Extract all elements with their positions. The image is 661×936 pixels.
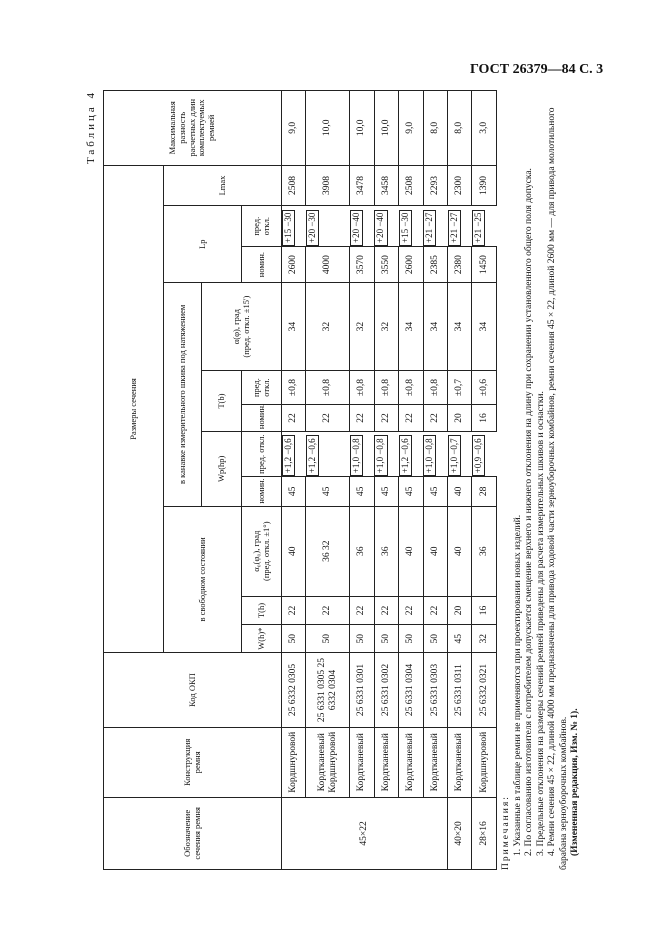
cell-diff: 10,0 — [350, 91, 374, 166]
cell-alpha: 40 — [448, 506, 472, 596]
alpha-free-tol-label: (пред. откл. ±1°) — [260, 521, 271, 581]
cell-w: 32 — [472, 625, 497, 653]
col-w-h: W(h)* — [242, 625, 282, 653]
cell-lp-nom: 2385 — [423, 247, 447, 283]
col-t-h: T(h) — [242, 596, 282, 624]
notes-heading: Примечания: — [501, 795, 511, 870]
cell-t: 22 — [423, 596, 447, 624]
cell-t-tol: ±0,8 — [423, 371, 447, 405]
cell-okp: 25 6332 0305 — [282, 653, 306, 727]
cell-lmax: 3458 — [374, 165, 398, 206]
cell-alpha: 36 — [374, 506, 398, 596]
cell-wp-tol: +1,0 −0,8 — [374, 435, 387, 476]
cell-diff: 10,0 — [374, 91, 398, 166]
cell-alpha-g: 32 — [306, 283, 350, 371]
cell-wp-tol: +1,0 −0,8 — [423, 435, 436, 476]
cell-t-tol: ±0,8 — [350, 371, 374, 405]
cell-alpha: 36 — [472, 506, 497, 596]
cell-wp-tol: +1,2 −0,6 — [282, 435, 295, 476]
cell-diff: 10,0 — [306, 91, 350, 166]
cell-lmax: 1390 — [472, 165, 497, 206]
table-body — [282, 91, 497, 870]
cell-lmax: 2508 — [282, 165, 306, 206]
cell-t: 22 — [399, 596, 423, 624]
cell-alpha: 36 — [350, 506, 374, 596]
note-2: 2. По согласованию изготовителя с потребителем допускается смещение верхнего и нижнего отклонения на длину при сохранении установленного общего поля допуска. — [524, 168, 534, 856]
cell-lp-tol: +21 −27 — [423, 210, 436, 246]
cell-wp-nom: 45 — [282, 477, 306, 506]
col-lp: Lp — [164, 206, 242, 283]
table-row — [350, 91, 374, 870]
cell-alpha-g: 32 — [374, 283, 398, 371]
col-lp-nom: номин. — [242, 247, 282, 283]
col-wp-tol: пред. откл. — [242, 432, 282, 477]
rotated-table-block — [85, 90, 580, 870]
cell-construction: Кордтканевый — [350, 727, 374, 797]
cell-construction: Кордтканевый — [399, 727, 423, 797]
cell-alpha-g: 34 — [399, 283, 423, 371]
cell-lmax: 2508 — [399, 165, 423, 206]
cell-lp-tol: +20 −40 — [350, 210, 363, 246]
col-lp-tol: пред. откл. — [242, 206, 282, 247]
cell-t: 22 — [350, 596, 374, 624]
cell-lp-tol: +15 −30 — [282, 210, 295, 246]
cell-lp-nom: 4000 — [306, 247, 350, 283]
col-construction: Конструкция ремня — [104, 727, 282, 797]
cell-t-nom: 22 — [282, 405, 306, 432]
page-header: ГОСТ 26379—84 С. 3 — [470, 62, 604, 77]
cell-wp-tol: +1,2 −0,6 — [399, 435, 412, 476]
belt-sizes-table — [103, 90, 497, 870]
col-t-nom: номин. — [242, 405, 282, 432]
col-alpha-groove — [202, 283, 282, 371]
cell-okp: 25 6331 0301 — [350, 653, 374, 727]
col-in-groove: в канавке измерительного шкива под натяжением — [164, 283, 202, 506]
note-1: 1. Указанные в таблице ремни не применяются при проектировании новых изделий. — [512, 514, 523, 856]
cell-wp-nom: 45 — [306, 477, 350, 506]
cell-okp: 25 6332 0321 — [472, 653, 497, 727]
cell-t-nom: 22 — [399, 405, 423, 432]
cell-alpha-g: 34 — [423, 283, 447, 371]
cell-construction: Кордтканевый — [374, 727, 398, 797]
cell-w: 50 — [350, 625, 374, 653]
cell-t: 20 — [448, 596, 472, 624]
alpha-groove-tol-label: (пред. откл. ±15') — [240, 295, 251, 358]
cell-lp-nom: 2600 — [282, 247, 306, 283]
notes — [501, 90, 582, 870]
col-max-diff: Максимальная разность расчетных длин комплектуемых ремней — [104, 91, 282, 166]
cell-alpha: 36 32 — [306, 506, 350, 596]
cell-okp: 25 6331 0302 — [374, 653, 398, 727]
cell-t-nom: 22 — [423, 405, 447, 432]
cell-w: 50 — [374, 625, 398, 653]
col-free-state: в свободном состоянии — [164, 506, 242, 653]
cell-construction: Кордшнуровой — [472, 727, 497, 797]
cell-okp: 25 6331 0304 — [399, 653, 423, 727]
cell-w: 45 — [448, 625, 472, 653]
cell-alpha: 40 — [282, 506, 306, 596]
table-row — [423, 91, 447, 870]
cell-lmax: 3478 — [350, 165, 374, 206]
table-caption: Таблица 4 — [85, 90, 97, 165]
col-wp-nom: номин. — [242, 477, 282, 506]
cell-wp-tol: +0,9 −0,6 — [472, 435, 485, 476]
cell-lp-nom: 2380 — [448, 247, 472, 283]
cell-w: 50 — [399, 625, 423, 653]
cell-t-nom: 22 — [374, 405, 398, 432]
cell-w: 50 — [306, 625, 350, 653]
cell-construction: Кордшнуровой — [282, 727, 306, 797]
cell-construction: Кордтканевый Кордшнуровой — [306, 727, 350, 797]
cell-lmax: 2300 — [448, 165, 472, 206]
cell-diff: 3,0 — [472, 91, 497, 166]
cell-lp-nom: 2600 — [399, 247, 423, 283]
cell-okp: 25 6331 0311 — [448, 653, 472, 727]
table-row — [399, 91, 423, 870]
cell-lp-tol: +21 −25 — [472, 210, 485, 246]
table-row — [448, 91, 472, 870]
cell-wp-nom: 45 — [374, 477, 398, 506]
cell-t: 16 — [472, 596, 497, 624]
cell-wp-tol: +1,0 −0,8 — [350, 435, 363, 476]
col-designation: Обозначение сечения ремня — [104, 797, 282, 869]
cell-wp-tol: +1,2 −0,6 — [306, 435, 319, 476]
cell-lp-tol: +21 −27 — [448, 210, 461, 246]
cell-lmax: 3908 — [306, 165, 350, 206]
col-okp: Код ОКП — [104, 653, 282, 727]
alpha-free-label: α₀(φ₀), град — [250, 530, 261, 572]
cell-t-tol: ±0,8 — [374, 371, 398, 405]
cell-lp-nom: 3570 — [350, 247, 374, 283]
note-3: 3. Предельные отклонения на размеры сечений ремней приведены для расчета измерительных шкивов и оснастки. — [535, 391, 546, 856]
cell-designation: 40×20 — [448, 797, 472, 869]
cell-t: 22 — [306, 596, 350, 624]
col-t-groove: T(b) — [202, 371, 242, 432]
table-row — [374, 91, 398, 870]
cell-lp-tol: +15 −30 — [399, 210, 412, 246]
cell-diff: 9,0 — [399, 91, 423, 166]
note-4: 4. Ремни сечения 45 × 22, длиной 4000 мм предназначены для привода ходовой части зерноуборочных комбайнов, ремни сечения 45 × 22, длиной 2600 мм — для привода молотильного барабана зерноуборочных комбайнов. — [547, 107, 569, 870]
table-row — [472, 91, 497, 870]
cell-t-tol: ±0,8 — [399, 371, 423, 405]
cell-designation: 28×16 — [472, 797, 497, 869]
cell-diff: 9,0 — [282, 91, 306, 166]
cell-t-tol: ±0,7 — [448, 371, 472, 405]
cell-wp-nom: 45 — [350, 477, 374, 506]
cell-alpha-g: 32 — [350, 283, 374, 371]
col-wp: Wp(hp) — [202, 432, 242, 506]
cell-alpha-g: 34 — [282, 283, 306, 371]
cell-construction: Кордтканевый — [448, 727, 472, 797]
cell-designation: 45×22 — [282, 797, 448, 869]
cell-lp-tol: +20 −40 — [374, 210, 387, 246]
cell-alpha: 40 — [399, 506, 423, 596]
cell-w: 50 — [423, 625, 447, 653]
cell-wp-nom: 40 — [448, 477, 472, 506]
cell-t-nom: 20 — [448, 405, 472, 432]
alpha-groove-label: α(φ), град — [230, 309, 241, 345]
cell-w: 50 — [282, 625, 306, 653]
cell-construction: Кордтканевый — [423, 727, 447, 797]
cell-t-nom: 22 — [306, 405, 350, 432]
cell-alpha-g: 34 — [472, 283, 497, 371]
cell-okp: 25 6331 0303 — [423, 653, 447, 727]
cell-wp-tol: +1,0 −0,7 — [448, 435, 461, 476]
edition-note: (Измененная редакция, Изм. № 1). — [570, 708, 580, 856]
cell-okp: 25 6331 0305 25 6332 0304 — [306, 653, 350, 727]
cell-wp-nom: 45 — [399, 477, 423, 506]
table-row — [282, 91, 306, 870]
col-alpha-free — [242, 506, 282, 596]
cell-t: 22 — [282, 596, 306, 624]
col-t-tol: пред. откл. — [242, 371, 282, 405]
col-section-sizes: Размеры сечения — [104, 165, 164, 653]
cell-diff: 8,0 — [448, 91, 472, 166]
cell-t-tol: ±0,8 — [306, 371, 350, 405]
cell-lmax: 2293 — [423, 165, 447, 206]
col-lmax: Lmax — [164, 165, 282, 206]
cell-wp-nom: 45 — [423, 477, 447, 506]
cell-t-nom: 16 — [472, 405, 497, 432]
cell-lp-tol: +20 −30 — [306, 210, 319, 246]
cell-t: 22 — [374, 596, 398, 624]
table-row — [306, 91, 350, 870]
cell-diff: 8,0 — [423, 91, 447, 166]
cell-t-tol: ±0,6 — [472, 371, 497, 405]
cell-t-tol: ±0,8 — [282, 371, 306, 405]
cell-lp-nom: 3550 — [374, 247, 398, 283]
cell-alpha-g: 34 — [448, 283, 472, 371]
cell-t-nom: 22 — [350, 405, 374, 432]
cell-wp-nom: 28 — [472, 477, 497, 506]
cell-alpha: 40 — [423, 506, 447, 596]
cell-lp-nom: 1450 — [472, 247, 497, 283]
